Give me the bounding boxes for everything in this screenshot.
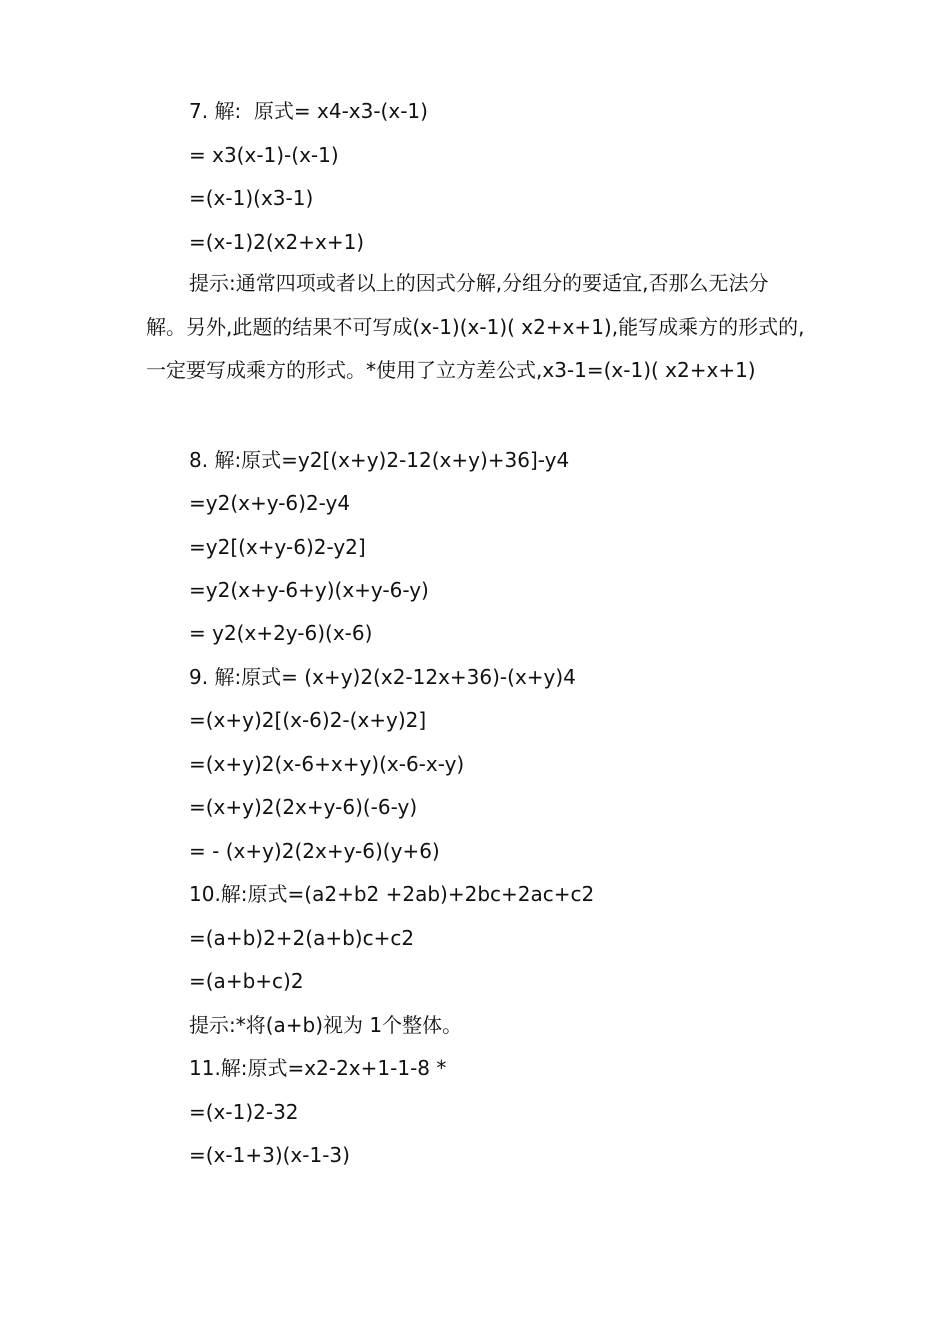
solution-9-line-4: =(x+y)2(2x+y-6)(-6-y) <box>189 795 418 819</box>
solution-8-line-4: =y2(x+y-6+y)(x+y-6-y) <box>189 578 429 602</box>
solution-8-line-5: = y2(x+2y-6)(x-6) <box>189 621 373 645</box>
solution-8-line-3: =y2[(x+y-6)2-y2] <box>189 535 366 559</box>
solution-8-line-1: 8. 解:原式=y2[(x+y)2-12(x+y)+36]-y4 <box>189 448 570 472</box>
solution-8-line-2: =y2(x+y-6)2-y4 <box>189 491 351 515</box>
solution-11-line-3: =(x-1+3)(x-1-3) <box>189 1143 350 1167</box>
solution-10-line-2: =(a+b)2+2(a+b)c+c2 <box>189 926 415 950</box>
solution-7-line-3: =(x-1)(x3-1) <box>189 186 314 210</box>
solution-7-line-1: 7. 解: 原式= x4-x3-(x-1) <box>189 99 428 123</box>
solution-7-line-2: = x3(x-1)-(x-1) <box>189 143 339 167</box>
solution-10-line-1: 10.解:原式=(a2+b2 +2ab)+2bc+2ac+c2 <box>189 882 595 906</box>
hint-paragraph-7: 提示:通常四项或者以上的因式分解,分组分的要适宜,否那么无法分解。另外,此题的结果不可写成(x-1)(x-1)( x2+x+1),能写成乘方的形式的,一定要写成乘方的形式。*使用了立方差公式,x3-1=(x-1)( x2+x+1) <box>146 271 805 382</box>
solution-9-line-2: =(x+y)2[(x-6)2-(x+y)2] <box>189 708 427 732</box>
solution-9-line-1: 9. 解:原式= (x+y)2(x2-12x+36)-(x+y)4 <box>189 665 576 689</box>
solution-9-line-3: =(x+y)2(x-6+x+y)(x-6-x-y) <box>189 752 465 776</box>
solution-10-line-3: =(a+b+c)2 <box>189 969 304 993</box>
solution-9-line-5: = - (x+y)2(2x+y-6)(y+6) <box>189 839 440 863</box>
hint-10: 提示:*将(a+b)视为 1个整体。 <box>189 1013 463 1037</box>
solution-7-line-4: =(x-1)2(x2+x+1) <box>189 230 365 254</box>
solution-11-line-2: =(x-1)2-32 <box>189 1100 299 1124</box>
solution-11-line-1: 11.解:原式=x2-2x+1-1-8 * <box>189 1056 447 1080</box>
